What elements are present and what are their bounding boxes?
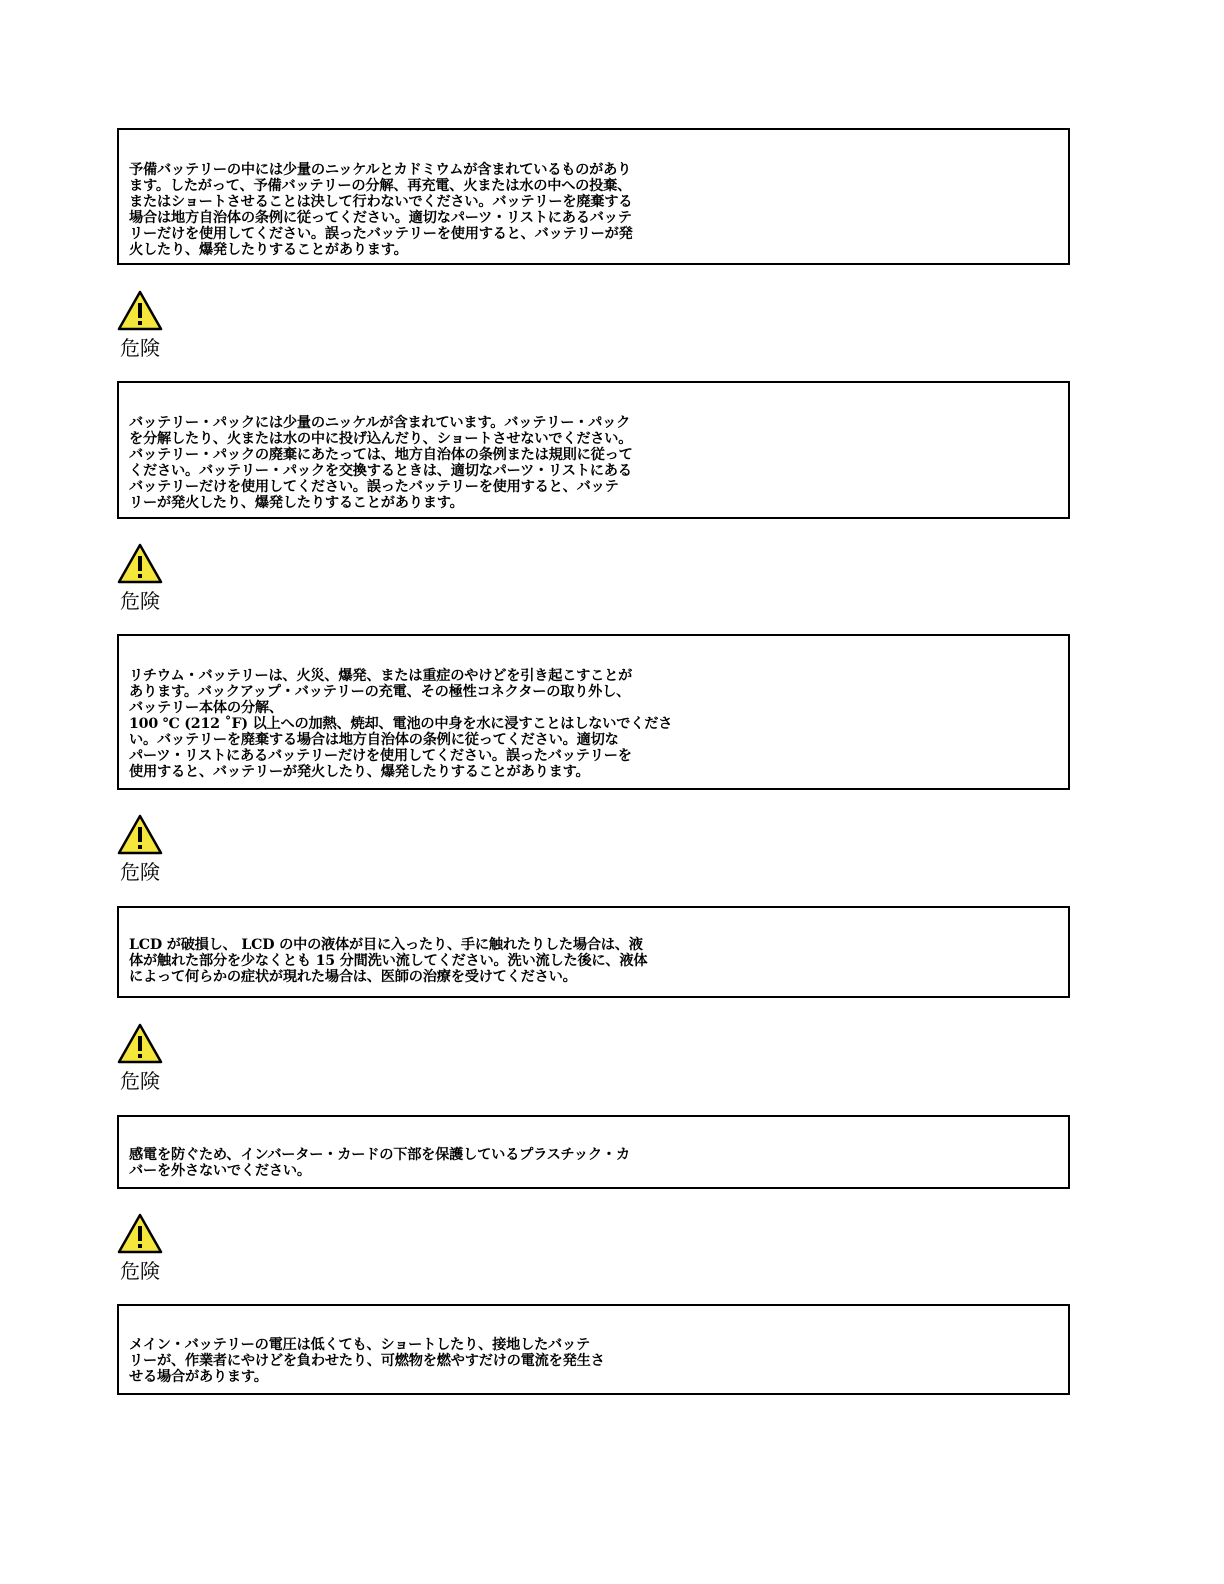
- notice-box-6: [117, 1304, 1070, 1395]
- danger-label: 危険: [120, 336, 160, 360]
- danger-label: 危険: [120, 1069, 160, 1093]
- notice-box-4: [117, 906, 1070, 998]
- notice-text-4: LCD が破損し、 LCD の中の液体が目に入ったり、手に触れたりした場合は、液 体が触れた部分を少なくとも 15 分間洗い流してください。洗い流した後に、液体 によって何らかの症状が現れた場合は、医師の治療を受けてください。: [129, 937, 648, 985]
- notice-text-3: リチウム・バッテリーは、火災、爆発、または重症のやけどを引き起こすことが あります。バックアップ・バッテリーの充電、その極性コネクターの取り外し、 バッテリー本体の分解、 100 ℃ (212 ˚F) 以上への加熱、焼却、電池の中身を水に浸すことはしないでくださ い。バッテリーを廃棄する場合は地方自治体の条例に従ってください。適切な パーツ・リストにあるバッテリーだけを使用してください。誤ったバッテリーを 使用すると、バッテリーが発火したり、爆発したりすることがあります。: [129, 668, 673, 780]
- notice-text-5: 感電を防ぐため、インバーター・カードの下部を保護しているプラスチック・カ バーを外さないでください。: [129, 1147, 630, 1179]
- warning-triangle-icon: [117, 1213, 163, 1254]
- danger-label: 危険: [120, 1259, 160, 1283]
- notice-box-3: [117, 634, 1070, 790]
- danger-label: 危険: [120, 589, 160, 613]
- warning-triangle-icon: [117, 1023, 163, 1064]
- notice-text-1: 予備バッテリーの中には少量のニッケルとカドミウムが含まれているものがあり ます。したがって、予備バッテリーの分解、再充電、火または水の中への投棄、 またはショートさせることは決して行わないでください。バッテリーを廃棄する 場合は地方自治体の条例に従ってください。適切なパーツ・リストにあるバッテ リーだけを使用してください。誤ったバッテリーを使用すると、バッテリーが発 火したり、爆発したりすることがあります。: [129, 162, 633, 258]
- notice-box-2: [117, 381, 1070, 519]
- notice-text-6: メイン・バッテリーの電圧は低くても、ショートしたり、接地したバッテ リーが、作業者にやけどを負わせたり、可燃物を燃やすだけの電流を発生さ せる場合があります。: [129, 1337, 605, 1385]
- danger-label: 危険: [120, 860, 160, 884]
- warning-triangle-icon: [117, 543, 163, 584]
- notice-text-2: バッテリー・パックには少量のニッケルが含まれています。バッテリー・パック を分解したり、火または水の中に投げ込んだり、ショートさせないでください。 バッテリー・パックの廃棄にあたっては、地方自治体の条例または規則に従って ください。バッテリー・パックを交換するときは、適切なパーツ・リストにある バッテリーだけを使用してください。誤ったバッテリーを使用すると、バッテ リーが発火したり、爆発したりすることがあります。: [129, 415, 633, 511]
- notice-box-1: [117, 128, 1070, 265]
- warning-triangle-icon: [117, 290, 163, 331]
- warning-triangle-icon: [117, 814, 163, 855]
- notice-box-5: [117, 1115, 1070, 1189]
